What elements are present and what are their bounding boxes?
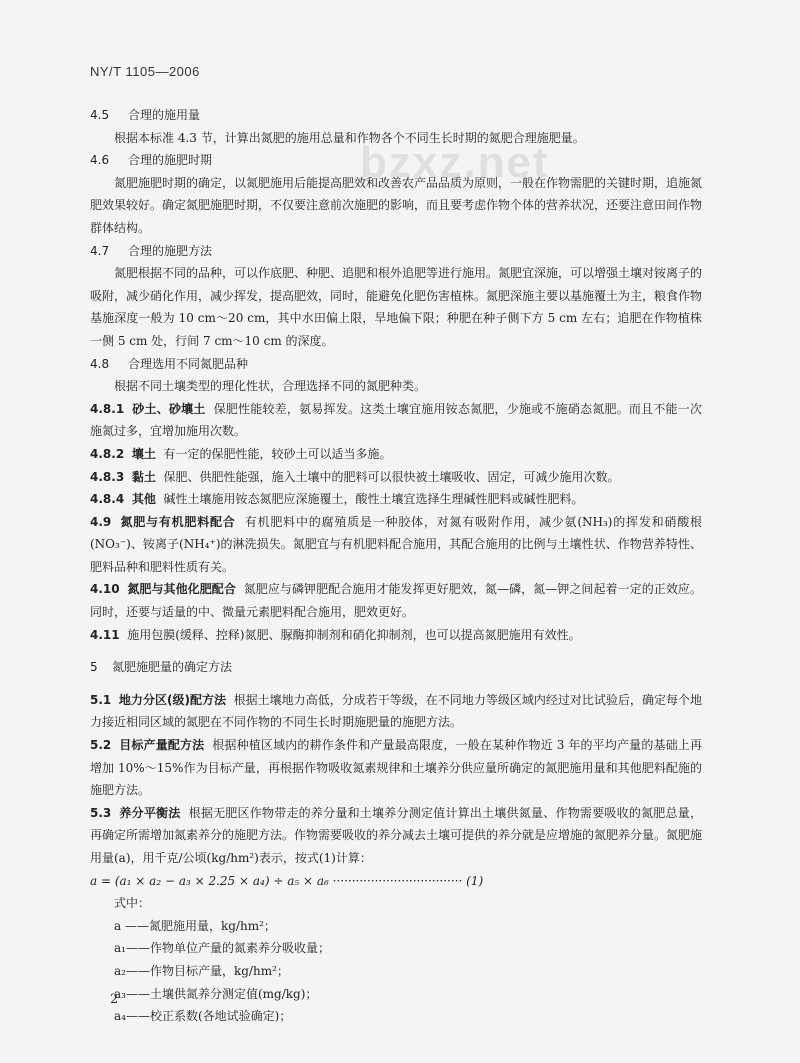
formula-1: a = (a₁ × a₂ − a₃ × 2.25 × a₄) ÷ a₅ × a₆ ·································· (1) bbox=[90, 873, 484, 888]
definition-a: a ——氮肥施用量，kg/hm²； bbox=[114, 918, 276, 933]
section-body-4-6: 氮肥施肥时期的确定，以氮肥施用后能提高肥效和改善农产品品质为原则，一般在作物需肥的关键时期，追施氮肥效果较好。确定氮肥施肥时期，不仅要注意前次施肥的影响，而且要考虑作物个体的营养状况，还要注意田间作物群体结构。 bbox=[90, 175, 703, 235]
section-heading-4-7: 4.7 合理的施肥方法 bbox=[90, 243, 213, 258]
definition-a2: a₂——作物目标产量，kg/hm²； bbox=[114, 963, 289, 978]
chapter-heading-5: 5 氮肥施肥量的确定方法 bbox=[90, 660, 233, 675]
section-body-4-7: 氮肥根据不同的品种，可以作底肥、种肥、追肥和根外追肥等进行施用。氮肥宜深施，可以增强土壤对铵离子的吸附，减少硝化作用，减少挥发，提高肥效，同时，能避免化肥伤害植株。氮肥深施主要以基施覆土为主，粮食作物基施深度一般为 10 cm～20 cm，其中水田偏上限，旱地偏下限；种肥在种子侧下方 5 cm 左右；追肥在作物植株一侧 5 cm 处，行间 7 cm～10 cm 的深度。 bbox=[90, 266, 703, 348]
standard-header: NY/T 1105—2006 bbox=[90, 64, 200, 79]
page-number: 2 bbox=[110, 992, 119, 1007]
definition-a4: a₄——校正系数(各地试验确定)； bbox=[114, 1009, 292, 1024]
definition-a1: a₁——作物单位产量的氮素养分吸收量； bbox=[114, 941, 330, 956]
clause-4-11: 4.11 施用包膜(缓释、控释)氮肥、脲酶抑制剂和硝化抑制剂，也可以提高氮肥施用有效性。 bbox=[90, 627, 581, 642]
clause-4-10: 4.10 氮肥与其他化肥配合 氮肥应与磷钾肥配合施用才能发挥更好肥效，氮—磷，氮—钾之间起着一定的正效应。同时，还要与适量的中、微量元素肥料配合施用，肥效更好。 bbox=[90, 582, 702, 620]
clause-5-3: 5.3 养分平衡法 根据无肥区作物带走的养分量和土壤养分测定值计算出土壤供氮量、作物需要吸收的氮肥总量，再确定所需增加氮素养分的施肥方法。作物需要吸收的养分减去土壤可提供的养分就是应增施的氮肥养分量。氮肥施用量(a)，用千克/公顷(kg/hm²)表示，按式(1)计算： bbox=[90, 805, 703, 865]
section-heading-4-8: 4.8 合理选用不同氮肥品种 bbox=[90, 356, 249, 371]
where-label: 式中： bbox=[114, 896, 151, 911]
definition-a3: a₃——土壤供氮养分测定值(mg/kg)； bbox=[114, 986, 318, 1001]
section-body-4-8: 根据不同土壤类型的理化性状，合理选择不同的氮肥种类。 bbox=[114, 379, 427, 394]
clause-4-8-3: 4.8.3 黏土 保肥、供肥性能强，施入土壤中的肥料可以很快被土壤吸收、固定，可减少施用次数。 bbox=[90, 469, 620, 484]
clause-4-8-2: 4.8.2 壤土 有一定的保肥性能，较砂土可以适当多施。 bbox=[90, 446, 392, 461]
clause-4-8-4: 4.8.4 其他 碱性土壤施用铵态氮肥应深施覆土，酸性土壤宜选择生理碱性肥料或碱性肥料。 bbox=[90, 492, 584, 507]
clause-4-8-1: 4.8.1 砂土、砂壤土 保肥性能较差，氨易挥发。这类土壤宜施用铵态氮肥，少施或不施硝态氮肥。而且不能一次施氮过多，宜增加施用次数。 bbox=[90, 401, 702, 439]
section-body-4-5: 根据本标准 4.3 节，计算出氮肥的施用总量和作物各个不同生长时期的氮肥合理施肥量。 bbox=[114, 130, 585, 145]
section-heading-4-6: 4.6 合理的施肥时期 bbox=[90, 153, 213, 168]
clause-4-9: 4.9 氮肥与有机肥料配合 有机肥料中的腐殖质是一种胶体，对氮有吸附作用，减少氨(NH₃)的挥发和硝酸根(NO₃⁻)、铵离子(NH₄⁺)的淋洗损失。氮肥宜与有机肥料配合施用，其配合施用的比例与土壤性状、作物营养特性、肥料品种和肥料性质有关。 bbox=[90, 514, 702, 574]
document-body bbox=[90, 104, 702, 1028]
clause-5-2: 5.2 目标产量配方法 根据种植区域内的耕作条件和产量最高限度，一般在某种作物近 3 年的平均产量的基础上再增加 10%～15%作为目标产量，再根据作物吸收氮素规律和土壤养分供应量所确定的氮肥施用量和其他肥料配施的施肥方法。 bbox=[90, 738, 702, 798]
clause-5-1: 5.1 地力分区(级)配方法 根据土壤地力高低，分成若干等级，在不同地力等级区域内经过对比试验后，确定每个地力接近相同区域的氮肥在不同作物的不同生长时期施肥量的施肥方法。 bbox=[90, 692, 702, 730]
section-heading-4-5: 4.5 合理的施用量 bbox=[90, 108, 201, 122]
watermark: bzxz.net bbox=[360, 138, 550, 187]
